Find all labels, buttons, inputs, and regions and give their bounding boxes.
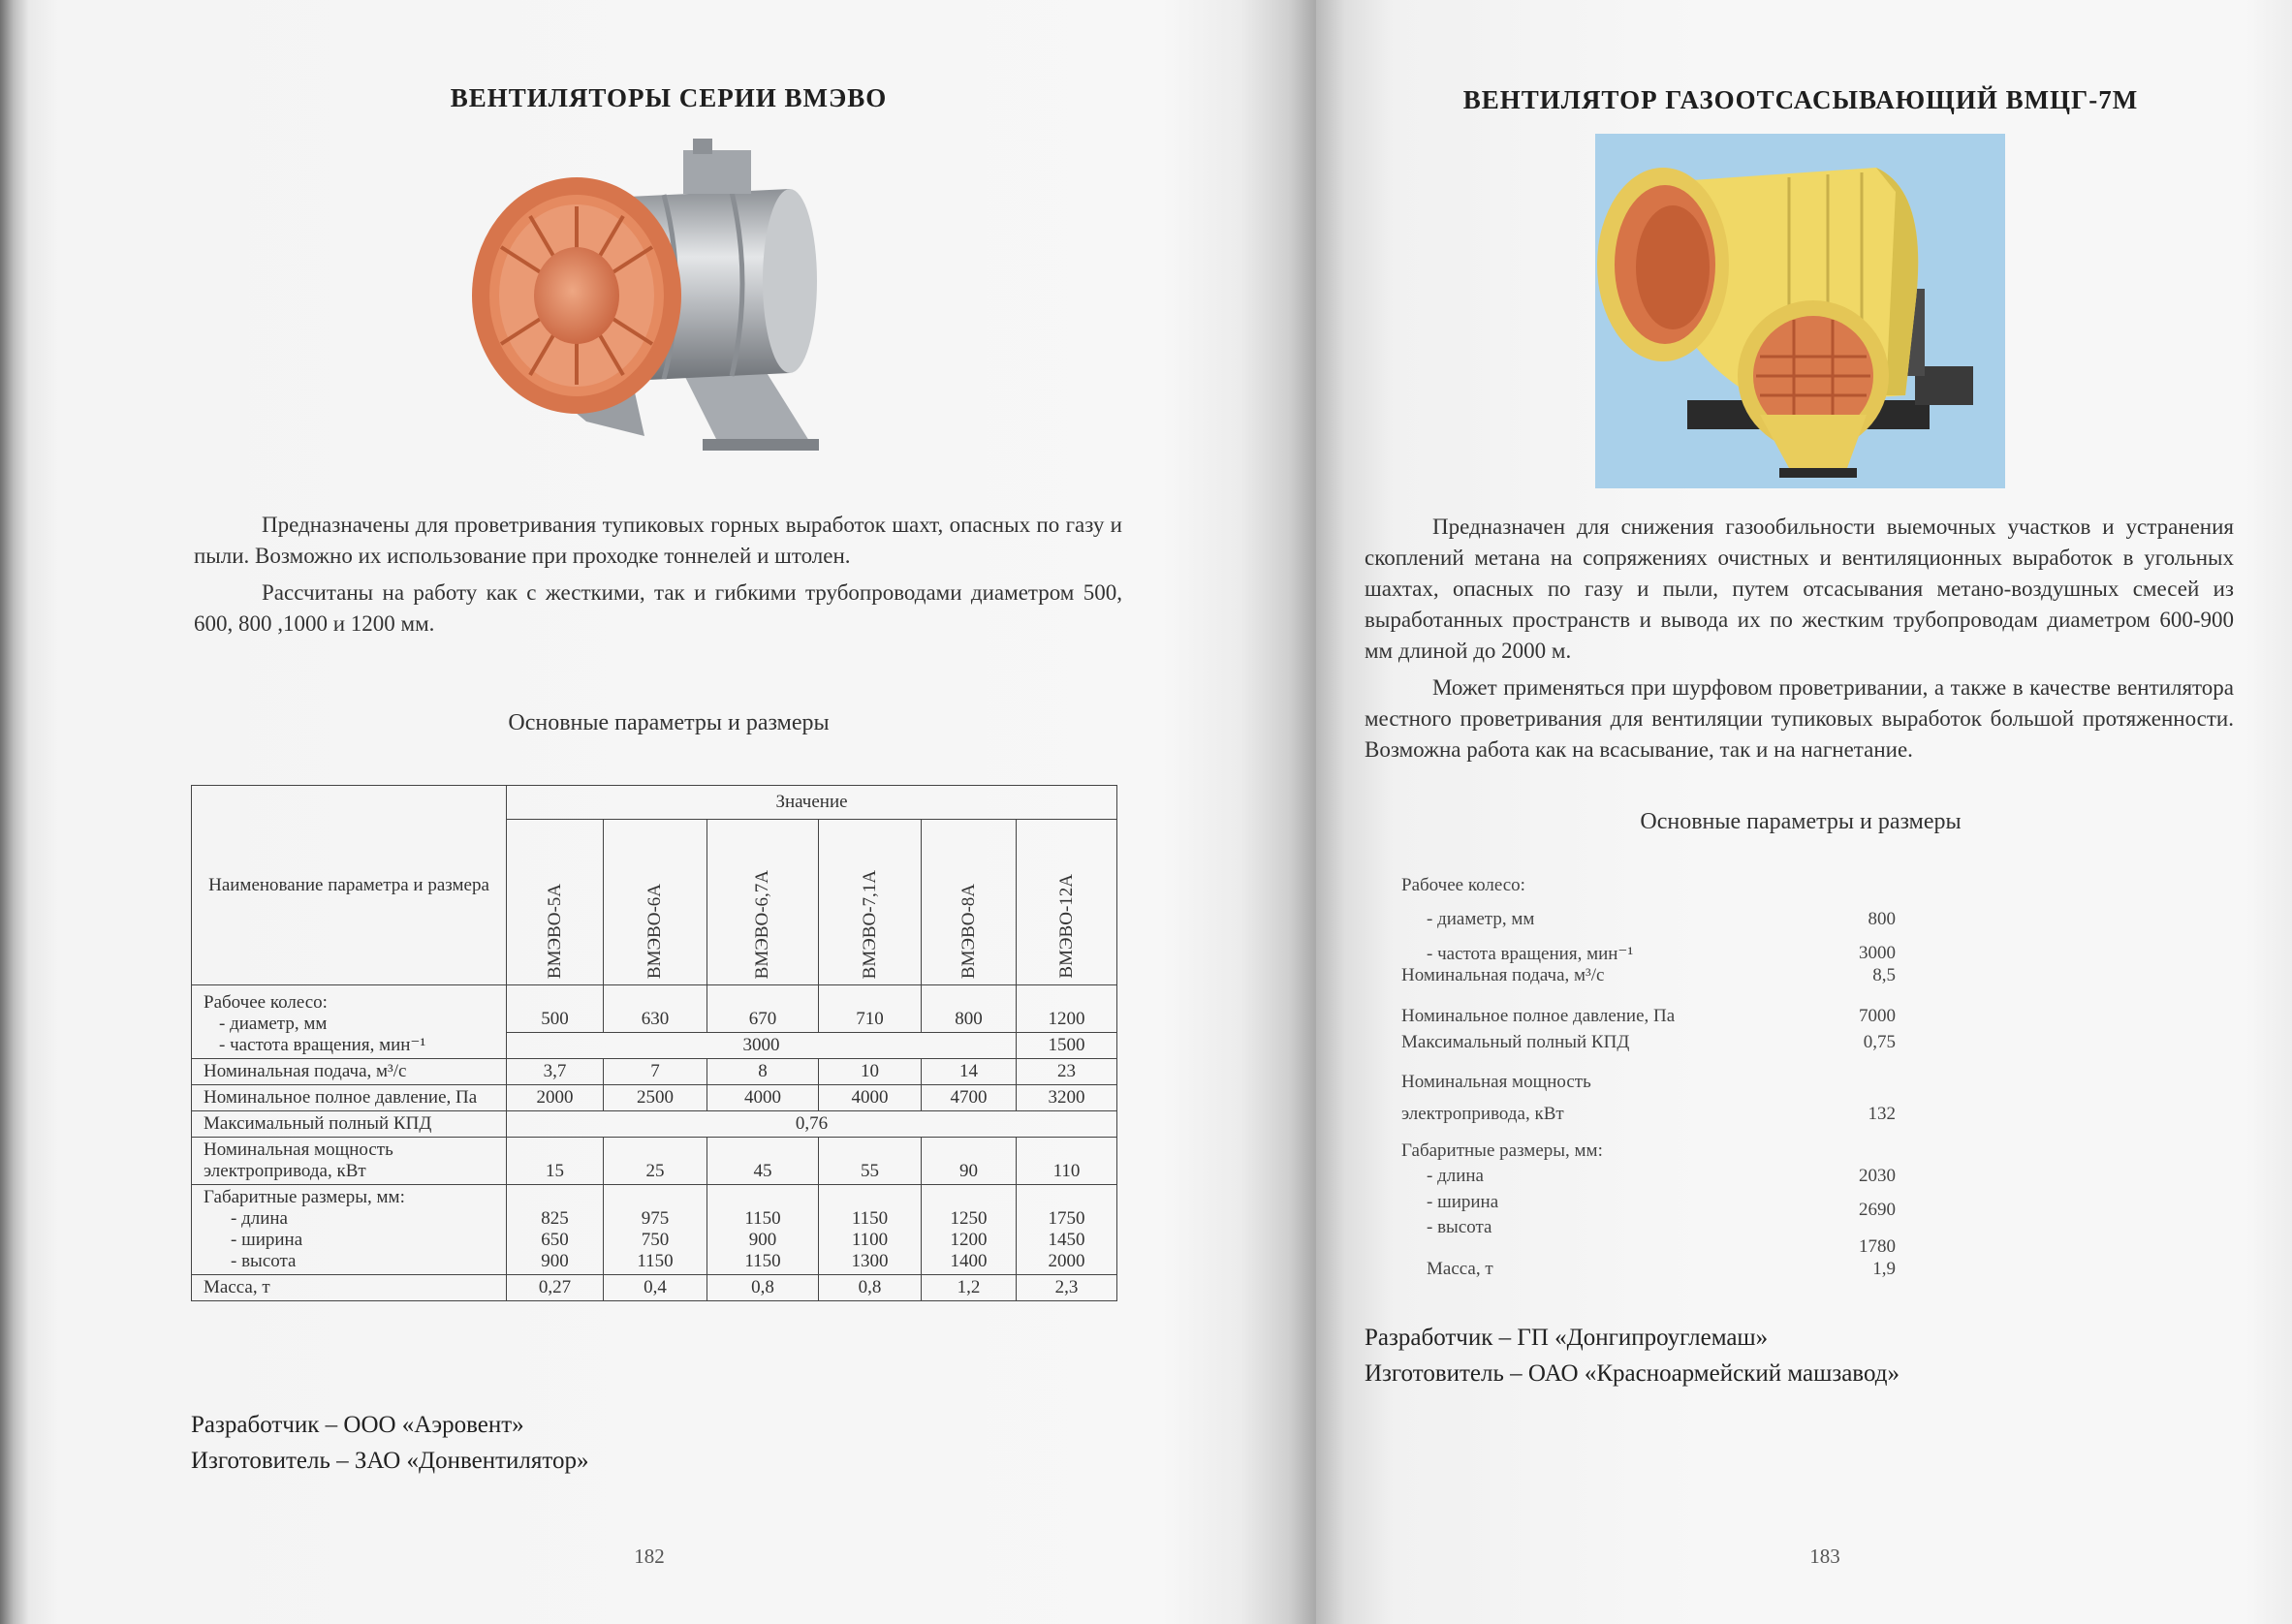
width-value: 1450 <box>1048 1230 1085 1250</box>
model-name: ВМЭВО-12А <box>1055 874 1077 979</box>
model-header <box>507 820 604 985</box>
height-value: 1400 <box>950 1251 988 1271</box>
width-value: 650 <box>541 1230 569 1250</box>
length-value: 825 <box>541 1208 569 1229</box>
right-developer: Разработчик – ГП «Донгипроуглемаш» <box>1365 1325 1769 1351</box>
centrifugal-fan-icon <box>1595 134 2005 488</box>
spec-flow-label: Номинальная подача, м³/с <box>1401 965 1605 985</box>
spec-row <box>1401 965 1896 988</box>
dims-values <box>1017 1185 1117 1275</box>
model-name: ВМЭВО-6,7А <box>752 869 772 979</box>
table-row <box>192 985 1117 1033</box>
table-row <box>192 1085 1117 1111</box>
left-credits <box>191 1407 1063 1479</box>
parameters-table <box>191 785 1117 1301</box>
height-value: 900 <box>541 1251 569 1271</box>
mass-value: 0,8 <box>819 1275 922 1301</box>
spec-power-value: 132 <box>1868 1104 1896 1124</box>
length-label: - длина <box>231 1208 288 1229</box>
diameter-value: 630 <box>604 985 707 1033</box>
left-paragraph-1: Предназначены для проветривания тупиковых горных выработок шахт, опасных по газу и пыли. Возможно их использование при проходке тоннелей и штолен. <box>194 513 1122 568</box>
width-label: - ширина <box>231 1230 303 1250</box>
spec-mass-value: 1,9 <box>1872 1259 1896 1279</box>
diameter-value: 500 <box>507 985 604 1033</box>
flow-value: 7 <box>604 1059 707 1085</box>
height-value: 2000 <box>1048 1251 1085 1271</box>
dims-values <box>507 1185 604 1275</box>
table-row <box>192 1185 1117 1275</box>
flow-value: 10 <box>819 1059 922 1085</box>
height-value: 1300 <box>851 1251 889 1271</box>
dims-values <box>707 1185 819 1275</box>
length-value: 1250 <box>950 1208 988 1229</box>
spec-row <box>1401 875 1896 898</box>
mass-value: 0,27 <box>507 1275 604 1301</box>
spec-wheel-label: Рабочее колесо: <box>1401 875 1525 895</box>
spec-mass-label: Масса, т <box>1427 1259 1493 1279</box>
spec-efficiency-label: Максимальный полный КПД <box>1401 1032 1630 1052</box>
dims-values <box>922 1185 1017 1275</box>
spec-power-label-1: Номинальная мощность <box>1401 1072 1591 1092</box>
spec-row <box>1401 1217 1896 1257</box>
wheel-cell <box>192 985 507 1059</box>
spec-pressure-label: Номинальное полное давление, Па <box>1401 1006 1676 1026</box>
power-value: 45 <box>707 1138 819 1185</box>
rpm-common-value: 3000 <box>507 1033 1017 1059</box>
left-developer: Разработчик – ООО «Аэровент» <box>191 1412 524 1438</box>
right-paragraph-1: Предназначен для снижения газообильности выемочных участков и устранения скоплений метана на сопряжениях очистных и вентиляционных выработок в угольных шахтах, опасных по газу и пыли, путем отсасывания метано-воздушных смесей из выработанных пространств и вывода их по жестким трубопроводам диаметром 600-900 мм длиной до 2000 м. <box>1365 515 2234 663</box>
power-value: 55 <box>819 1138 922 1185</box>
spec-length-value: 2030 <box>1859 1166 1896 1186</box>
right-description <box>1365 512 2234 765</box>
efficiency-label: Максимальный полный КПД <box>192 1111 507 1138</box>
height-value: 1150 <box>744 1251 781 1271</box>
rpm-last-value: 1500 <box>1017 1033 1117 1059</box>
pressure-value: 4000 <box>707 1085 819 1111</box>
table-row <box>192 1138 1117 1185</box>
mass-value: 0,4 <box>604 1275 707 1301</box>
mass-label: Масса, т <box>192 1275 507 1301</box>
dims-values <box>604 1185 707 1275</box>
power-value: 15 <box>507 1138 604 1185</box>
power-value: 90 <box>922 1138 1017 1185</box>
model-header <box>819 820 922 985</box>
model-header <box>604 820 707 985</box>
width-value: 1100 <box>851 1230 889 1250</box>
header-value: Значение <box>507 786 1117 820</box>
spec-height-value: 1780 <box>1859 1236 1896 1257</box>
wheel-label: Рабочее колесо: <box>204 992 328 1013</box>
left-paragraph-2: Рассчитаны на работу как с жесткими, так и гибкими трубопроводами диаметром 500, 600, 800 ,1000 и 1200 мм. <box>194 580 1122 636</box>
pressure-value: 3200 <box>1017 1085 1117 1111</box>
model-name: ВМЭВО-5А <box>544 883 565 979</box>
spec-row <box>1401 1032 1896 1055</box>
spec-efficiency-value: 0,75 <box>1863 1032 1896 1052</box>
pressure-label: Номинальное полное давление, Па <box>192 1085 507 1111</box>
length-value: 1750 <box>1048 1208 1085 1229</box>
spec-length-label: - длина <box>1427 1166 1484 1186</box>
left-page-number: 182 <box>634 1545 665 1568</box>
right-manufacturer: Изготовитель – ОАО «Красноармейский машзавод» <box>1365 1360 1900 1387</box>
table-row <box>192 1111 1117 1138</box>
header-parameter-name: Наименование параметра и размера <box>192 786 507 985</box>
model-name: ВМЭВО-7,1А <box>859 869 880 979</box>
mass-value: 0,8 <box>707 1275 819 1301</box>
pressure-value: 2500 <box>604 1085 707 1111</box>
spec-pressure-value: 7000 <box>1859 1006 1896 1026</box>
width-value: 1200 <box>950 1230 988 1250</box>
spec-power-label-2: электропривода, кВт <box>1401 1104 1564 1124</box>
centrifugal-fan-photo <box>1595 134 2005 488</box>
table-row <box>192 1275 1117 1301</box>
spec-width-label: - ширина <box>1427 1192 1499 1212</box>
spec-height-label: - высота <box>1427 1217 1492 1237</box>
model-header <box>1017 820 1117 985</box>
spec-dims-label: Габаритные размеры, мм: <box>1401 1140 1603 1161</box>
left-page-title: ВЕНТИЛЯТОРЫ СЕРИИ ВМЭВО <box>450 83 888 112</box>
pressure-value: 4700 <box>922 1085 1017 1111</box>
power-value: 25 <box>604 1138 707 1185</box>
rpm-label: - частота вращения, мин⁻¹ <box>219 1035 426 1055</box>
spec-row <box>1401 909 1896 932</box>
table-header-row <box>192 786 1117 820</box>
right-credits <box>1365 1320 2237 1391</box>
model-name: ВМЭВО-6А <box>644 883 665 979</box>
left-manufacturer: Изготовитель – ЗАО «Донвентилятор» <box>191 1448 589 1474</box>
diameter-value: 710 <box>819 985 922 1033</box>
spec-width-value: 2690 <box>1859 1200 1896 1220</box>
diameter-label: - диаметр, мм <box>219 1014 328 1034</box>
right-page-number: 183 <box>1809 1545 1840 1568</box>
length-value: 975 <box>641 1208 670 1229</box>
model-header <box>922 820 1017 985</box>
spec-row <box>1401 1072 1896 1095</box>
spec-flow-value: 8,5 <box>1872 965 1896 985</box>
diameter-value: 1200 <box>1017 985 1117 1033</box>
spec-rpm-value: 3000 <box>1859 943 1896 963</box>
right-page-title: ВЕНТИЛЯТОР ГАЗООТСАСЫВАЮЩИЙ ВМЦГ-7М <box>1462 85 2139 114</box>
height-value: 1150 <box>637 1251 674 1271</box>
left-description <box>194 510 1122 640</box>
axial-fan-photo <box>441 131 858 465</box>
power-value: 110 <box>1017 1138 1117 1185</box>
dims-cell <box>192 1185 507 1275</box>
model-header <box>707 820 819 985</box>
efficiency-value: 0,76 <box>507 1111 1117 1138</box>
width-value: 750 <box>641 1230 670 1250</box>
spec-row <box>1401 1006 1896 1029</box>
dims-label: Габаритные размеры, мм: <box>204 1187 405 1207</box>
right-spec-caption: Основные параметры и размеры <box>1640 809 1962 834</box>
flow-value: 3,7 <box>507 1059 604 1085</box>
diameter-value: 670 <box>707 985 819 1033</box>
spec-row <box>1401 1259 1896 1282</box>
spec-row <box>1401 1166 1896 1189</box>
power-label: Номинальная мощность электропривода, кВт <box>192 1138 507 1185</box>
left-table-caption: Основные параметры и размеры <box>508 710 830 735</box>
spec-diameter-value: 800 <box>1868 909 1896 929</box>
spec-rpm-label: - частота вращения, мин⁻¹ <box>1427 944 1634 964</box>
flow-value: 23 <box>1017 1059 1117 1085</box>
model-name: ВМЭВО-8А <box>958 883 979 979</box>
spec-list <box>1401 875 1896 1292</box>
mass-value: 2,3 <box>1017 1275 1117 1301</box>
length-value: 1150 <box>744 1208 781 1229</box>
pressure-value: 4000 <box>819 1085 922 1111</box>
spec-row <box>1401 1192 1896 1220</box>
mass-value: 1,2 <box>922 1275 1017 1301</box>
spec-row <box>1401 943 1896 966</box>
spec-row <box>1401 1104 1896 1127</box>
width-value: 900 <box>748 1230 777 1250</box>
height-label: - высота <box>231 1251 297 1271</box>
flow-value: 8 <box>707 1059 819 1085</box>
spec-diameter-label: - диаметр, мм <box>1427 909 1535 929</box>
flow-value: 14 <box>922 1059 1017 1085</box>
pressure-value: 2000 <box>507 1085 604 1111</box>
diameter-value: 800 <box>922 985 1017 1033</box>
dims-values <box>819 1185 922 1275</box>
axial-fan-icon <box>441 131 858 465</box>
right-paragraph-2: Может применяться при шурфовом проветривании, а также в качестве вентилятора местного проветривания для вентиляции тупиковых выработок большой протяженности. Возможна работа как на всасывание, так и на нагнетание. <box>1365 675 2234 762</box>
flow-label: Номинальная подача, м³/с <box>192 1059 507 1085</box>
right-page <box>1316 0 2292 1624</box>
spec-row <box>1401 1140 1896 1164</box>
table-row <box>192 1059 1117 1085</box>
length-value: 1150 <box>851 1208 889 1229</box>
